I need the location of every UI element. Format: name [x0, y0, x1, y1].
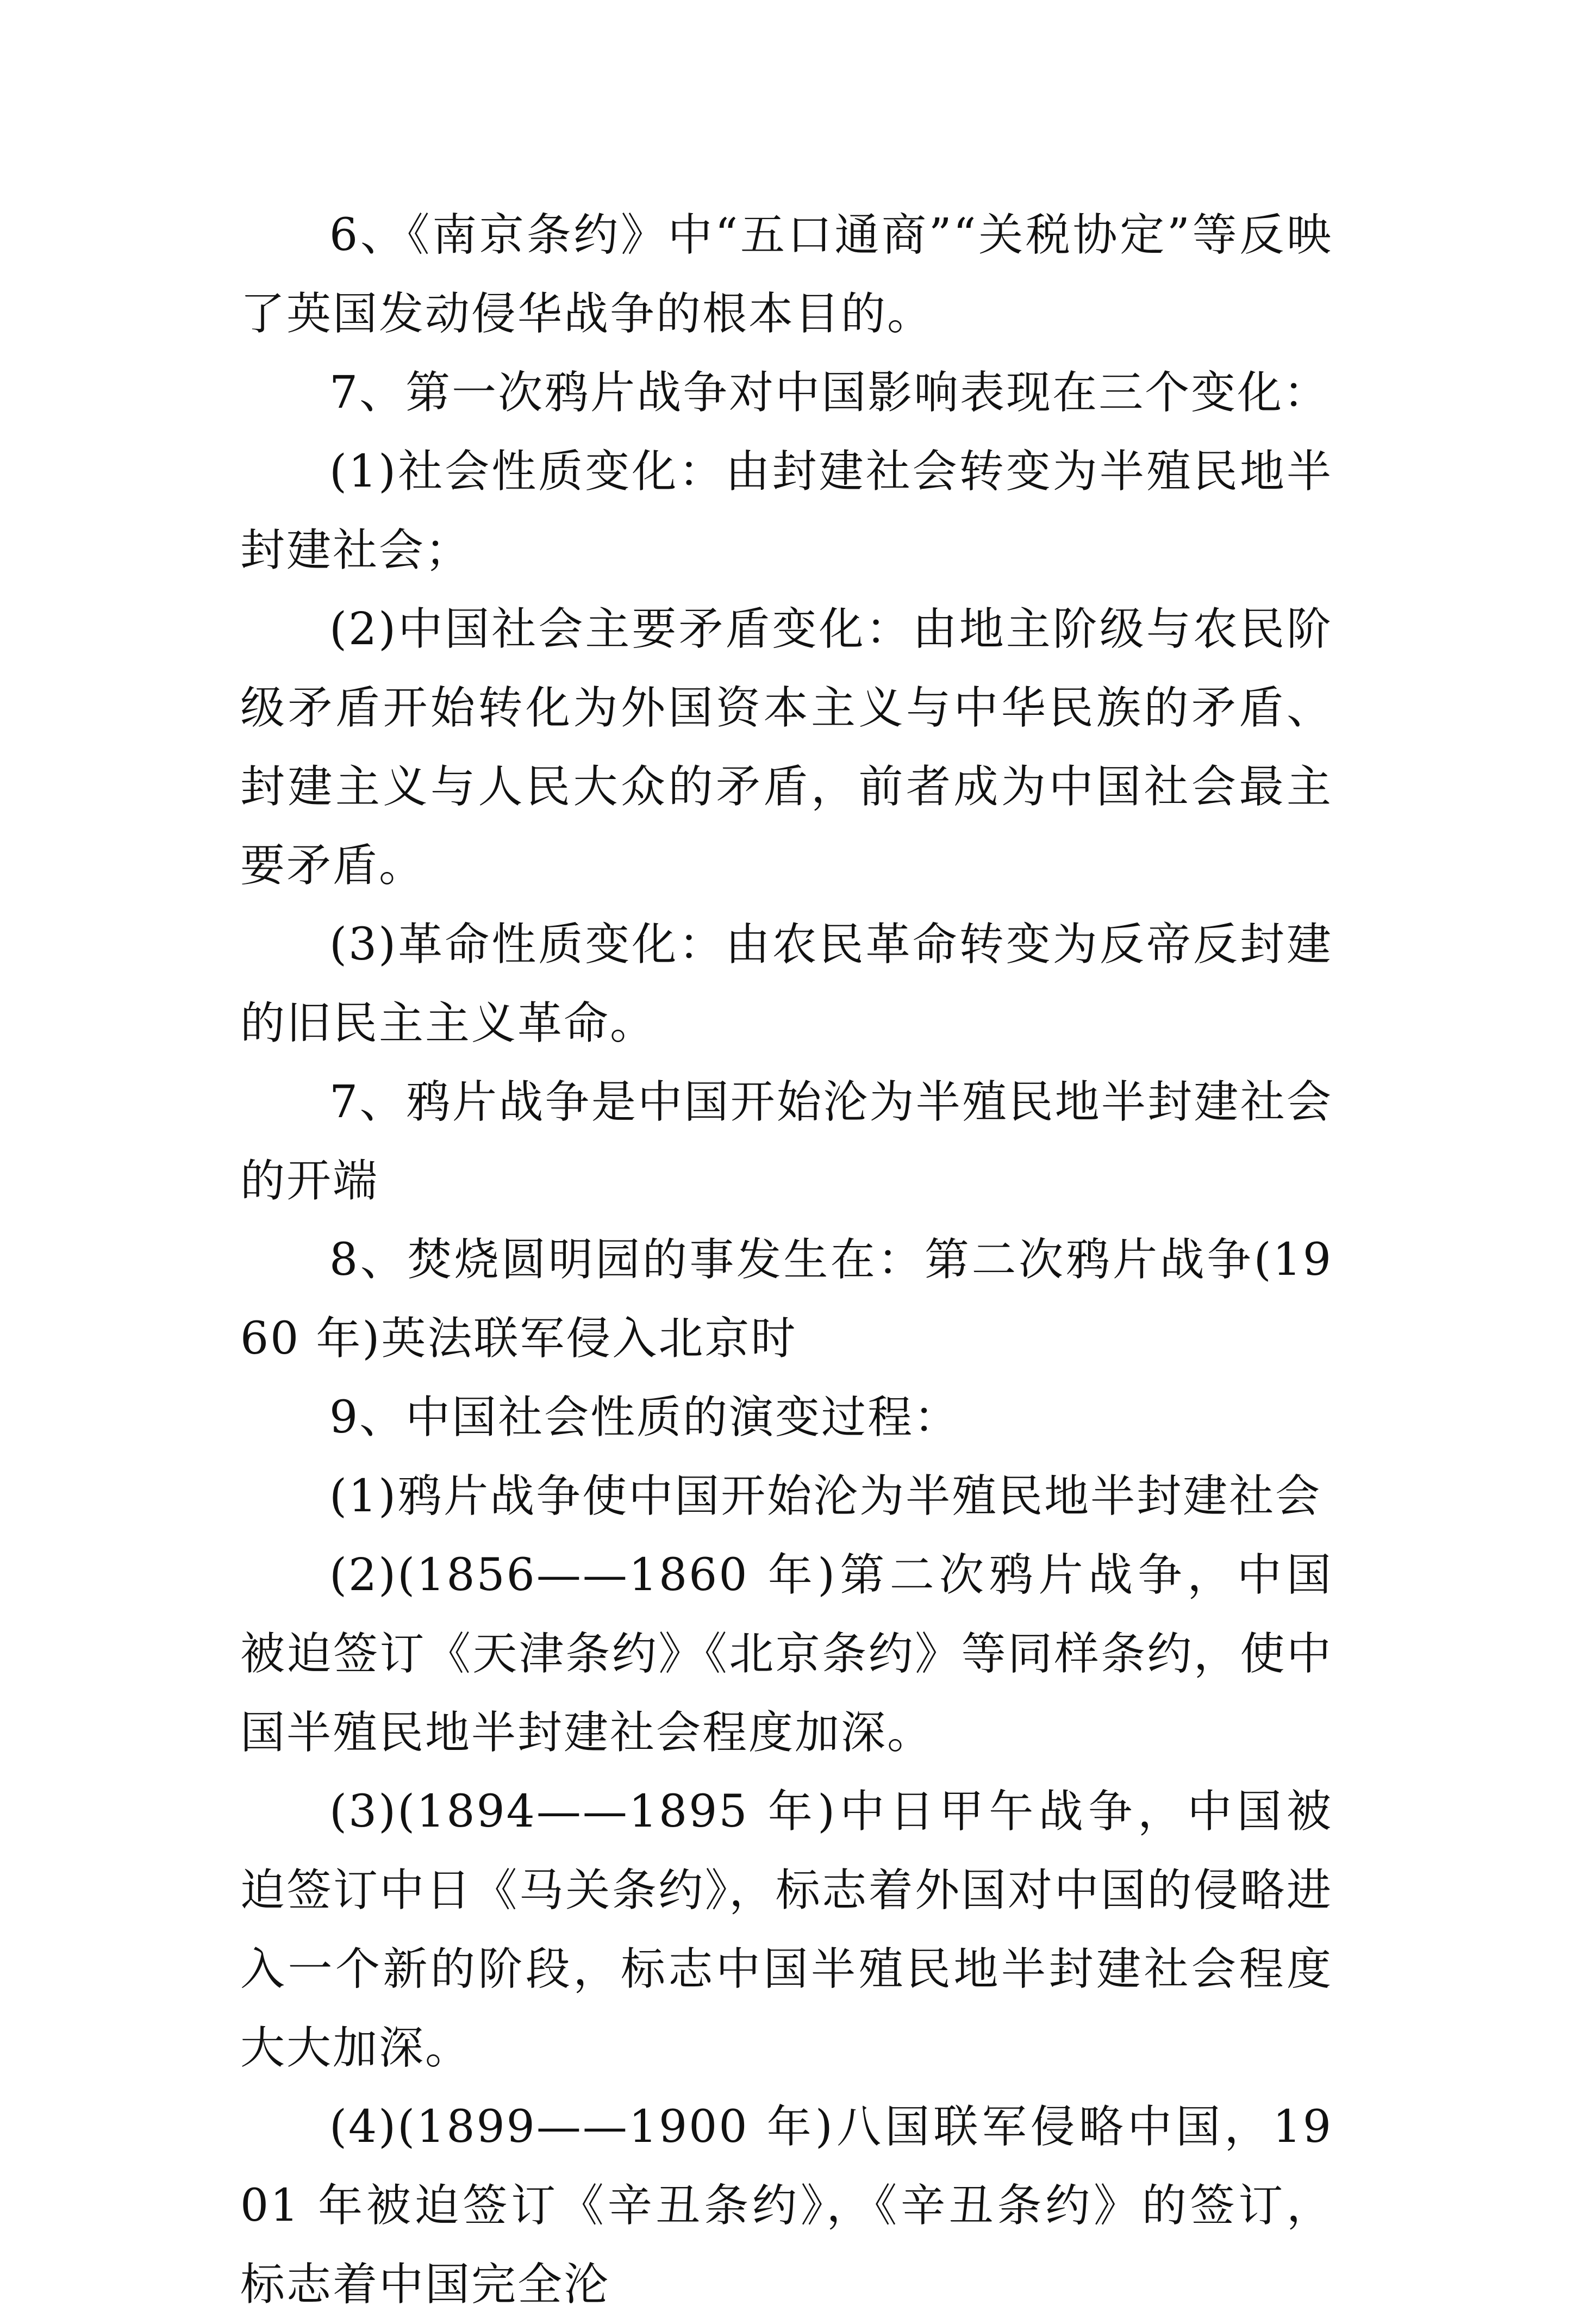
- paragraph-7-3-revolution-nature: (3)革命性质变化：由农民革命转变为反帝反封建的旧民主主义革命。: [240, 919, 1333, 1049]
- paragraph-8-yuanmingyuan: 8、焚烧圆明园的事发生在：第二次鸦片战争(1960 年)英法联军侵入北京时: [240, 1234, 1333, 1365]
- paragraph-9-2: (2)(1856——1860 年)第二次鸦片战争，中国被迫签订《天津条约》《北京条约》等同样条约，使中国半殖民地半封建社会程度加深。: [240, 1549, 1333, 1759]
- paragraph-9-4: (4)(1899——1900 年)八国联军侵略中国，1901 年被迫签订《辛丑条约》，《辛丑条约》的签订，标志着中国完全沦: [240, 2101, 1333, 2310]
- paragraph-7-1-social-nature: (1)社会性质变化：由封建社会转变为半殖民地半封建社会；: [240, 446, 1333, 576]
- paragraph-7-opium-war-beginning: 7、鸦片战争是中国开始沦为半殖民地半封建社会的开端: [240, 1076, 1333, 1207]
- paragraph-9-evolution: 9、中国社会性质的演变过程：: [329, 1392, 960, 1443]
- paragraph-7-2-main-contradiction: (2)中国社会主要矛盾变化：由地主阶级与农民阶级矛盾开始转化为外国资本主义与中华民族的矛盾、封建主义与人民大众的矛盾，前者成为中国社会最主要矛盾。: [240, 603, 1333, 892]
- paragraph-9-1: (1)鸦片战争使中国开始沦为半殖民地半封建社会: [329, 1471, 1322, 1522]
- paragraph-6-nanjing-treaty: 6、《南京条约》中“五口通商”“关税协定”等反映了英国发动侵华战争的根本目的。: [240, 209, 1333, 340]
- paragraph-9-3: (3)(1894——1895 年)中日甲午战争，中国被迫签订中日《马关条约》，标志着外国对中国的侵略进入一个新的阶段，标志中国半殖民地半封建社会程度大大加深。: [240, 1786, 1333, 2074]
- paragraph-7-opium-war-impact: 7、第一次鸦片战争对中国影响表现在三个变化：: [329, 367, 1330, 419]
- document-body: [240, 196, 1333, 2324]
